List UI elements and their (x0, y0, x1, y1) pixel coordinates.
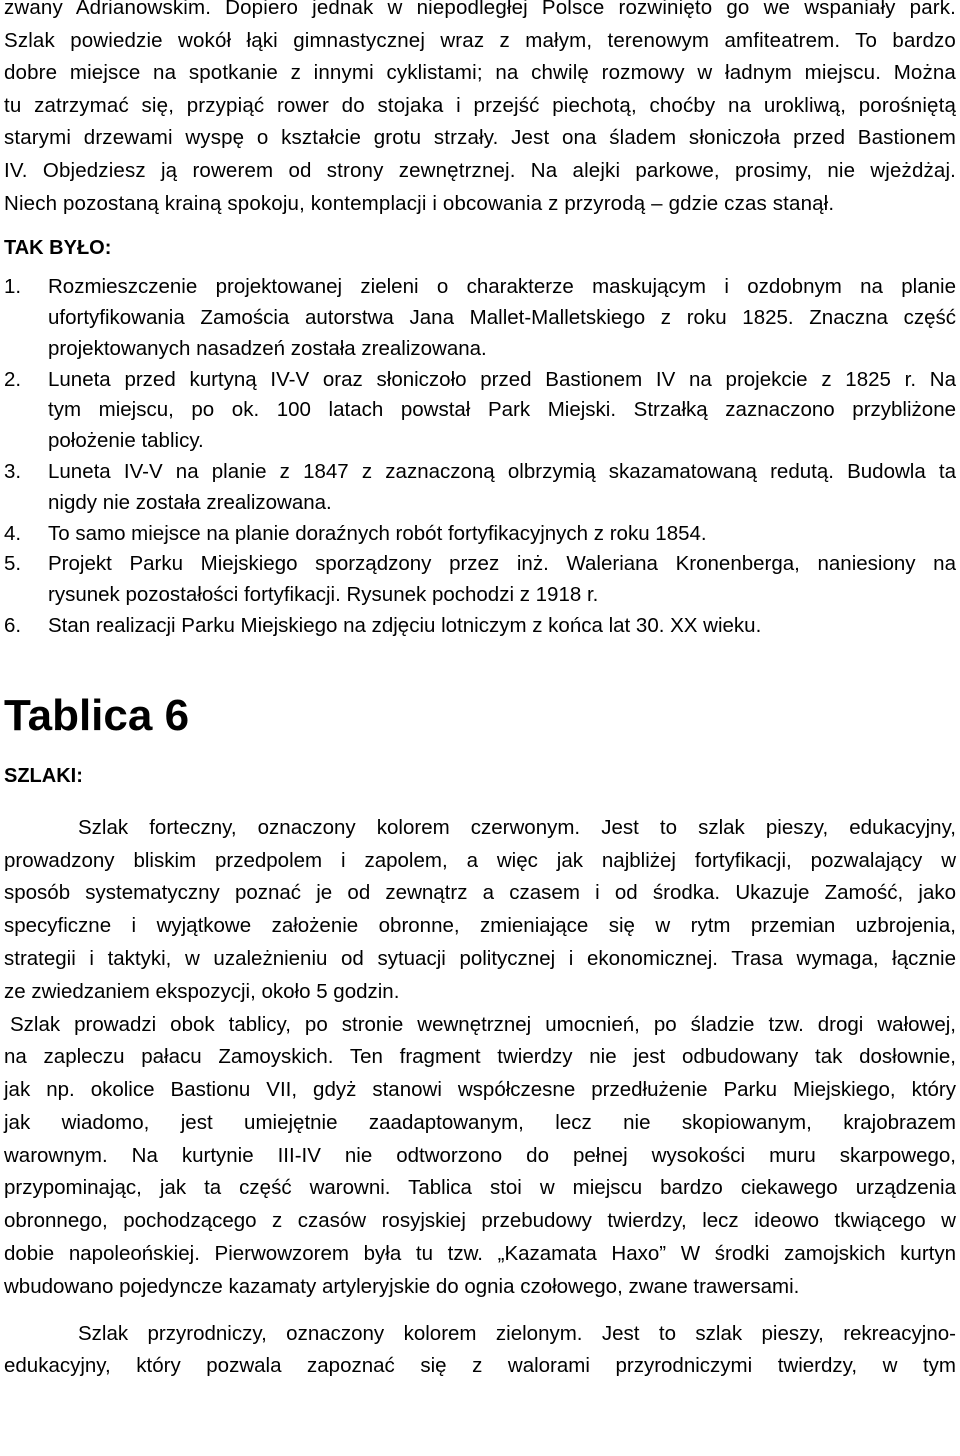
text-line: jak wiadomo, jest umiejętnie zaadaptowanym, lecz nie skopiowanym, krajobrazem (4, 1110, 956, 1134)
list-line: Stan realizacji Parku Miejskiego na zdjęciu lotniczym z końca lat 30. XX wieku. (48, 613, 762, 637)
list-line: projektowanych nasadzeń została zrealizowana. (48, 336, 487, 360)
list-number: 6. (4, 613, 22, 637)
list-line: rysunek pozostałości fortyfikacji. Rysunek pochodzi z 1918 r. (48, 583, 599, 607)
text-line: przypominając, jak ta część warowni. Tablica stoi w miejscu bardzo ciekawego urządzenia (4, 1176, 956, 1200)
text-line: sposób systematyczny poznać je od zewnątrz a czasem i od środka. Ukazuje Zamość, jako (4, 881, 956, 905)
text-line: IV. Objedziesz ją rowerem od strony zewnętrznej. Na alejki parkowe, prosimy, nie wjeżdżaj. (4, 158, 956, 182)
list-number: 5. (4, 552, 22, 576)
list-line: położenie tablicy. (48, 429, 204, 453)
text-line: zwany Adrianowskim. Dopiero jednak w niepodległej Polsce rozwinięto go we wspaniały park. (4, 0, 956, 19)
paragraph-trail-route (4, 1009, 956, 1304)
text-line: jak np. okolice Bastionu VII, gdyż stanowi współczesne przedłużenie Parku Miejskiego, który (4, 1078, 956, 1102)
list-number: 2. (4, 367, 22, 391)
list-line: tym miejscu, po ok. 100 latach powstał Park Miejski. Strzałką zaznaczono przybliżone (48, 398, 956, 422)
list-item (4, 272, 956, 364)
list-line: Luneta przed kurtyną IV-V oraz słoniczoło przed Bastionem IV na projekcie z 1825 r. Na (48, 367, 956, 391)
list-line: To samo miejsce na planie doraźnych robót fortyfikacyjnych z roku 1854. (48, 521, 707, 545)
intro-paragraph (4, 0, 956, 220)
list-item (4, 457, 956, 519)
list-line: Rozmieszczenie projektowanej zieleni o charakterze maskującym i ozdobnym na planie (48, 275, 956, 299)
text-line: Szlak przyrodniczy, oznaczony kolorem zielonym. Jest to szlak pieszy, rekreacyjno- (78, 1321, 956, 1345)
text-line: prowadzony bliskim przedpolem i zapolem, a więc jak najbliżej fortyfikacji, pozwalający w (4, 848, 956, 872)
text-line: strategii i taktyki, w uzależnieniu od sytuacji politycznej i ekonomicznej. Trasa wymaga, łącznie (4, 946, 956, 970)
text-line: Szlak forteczny, oznaczony kolorem czerwonym. Jest to szlak pieszy, edukacyjny, (78, 815, 956, 839)
text-line: Szlak powiedzie wokół łąki gimnastycznej wraz z małym, terenowym amfiteatrem. To bardzo (4, 28, 956, 52)
list-item (4, 549, 956, 611)
paragraph-nature-trail (4, 1318, 956, 1384)
text-line: na zapleczu pałacu Zamoyskich. Ten fragment twierdzy nie jest odbudowany tak dosłownie, (4, 1045, 956, 1069)
text-line: ze zwiedzaniem ekspozycji, około 5 godzin. (4, 979, 400, 1003)
text-line: dobre miejsce na spotkanie z innymi cyklistami; na chwilę rozmowy w ładnym miejscu. Można (4, 61, 956, 85)
szlaki-heading: SZLAKI: (4, 764, 83, 787)
text-line: tu zatrzymać się, przypiąć rower do stojaka i przejść piechotą, choćby na urokliwą, porośniętą (4, 93, 956, 117)
list-number: 3. (4, 459, 22, 483)
paragraph-fortress-trail (4, 812, 956, 1009)
text-line: dobie napoleońskiej. Pierwowzorem była tu tzw. „Kazamata Haxo” W środki zamojskich kurtyn (4, 1242, 956, 1266)
document-page (4, 0, 956, 1383)
list-item (4, 365, 956, 457)
tak-bylo-heading: TAK BYŁO: (4, 237, 112, 260)
list-number: 4. (4, 521, 22, 545)
history-list (4, 272, 956, 642)
text-line: Szlak prowadzi obok tablicy, po stronie wewnętrznej umocnień, po śladzie tzw. drogi wałowej, (10, 1012, 956, 1036)
list-item (4, 611, 956, 642)
list-number: 1. (4, 275, 22, 299)
list-line: Luneta IV-V na planie z 1847 z zaznaczoną olbrzymią skazamatowaną redutą. Budowla ta (48, 459, 956, 483)
text-line: edukacyjny, który pozwala zapoznać się z walorami przyrodniczymi twierdzy, w tym (4, 1354, 956, 1378)
text-line: specyficzne i wyjątkowe założenie obronne, zmieniające się w rytm przemian uzbrojenia, (4, 914, 956, 938)
list-line: ufortyfikowania Zamościa autorstwa Jana Mallet-Malletskiego z roku 1825. Znaczna część (48, 305, 956, 329)
text-line: obronnego, pochodzącego z czasów rosyjskiej przebudowy twierdzy, lecz ideowo tkwiącego w (4, 1209, 956, 1233)
text-line: Niech pozostaną krainą spokoju, kontemplacji i obcowania z przyrodą – gdzie czas stanął. (4, 191, 835, 215)
text-line: starymi drzewami wyspę o kształcie grotu strzały. Jest ona śladem słoniczoła przed Bastionem (4, 126, 956, 150)
text-line: warownym. Na kurtynie III-IV nie odtworzono do pełnej wysokości muru skarpowego, (4, 1143, 956, 1167)
tablica-title: Tablica 6 (4, 690, 190, 740)
list-line: nigdy nie została zrealizowana. (48, 490, 332, 514)
list-item (4, 519, 956, 550)
text-line: wbudowano pojedyncze kazamaty artyleryjskie do ognia czołowego, zwane trawersami. (4, 1274, 800, 1298)
list-line: Projekt Parku Miejskiego sporządzony przez inż. Waleriana Kronenberga, naniesiony na (48, 552, 956, 576)
